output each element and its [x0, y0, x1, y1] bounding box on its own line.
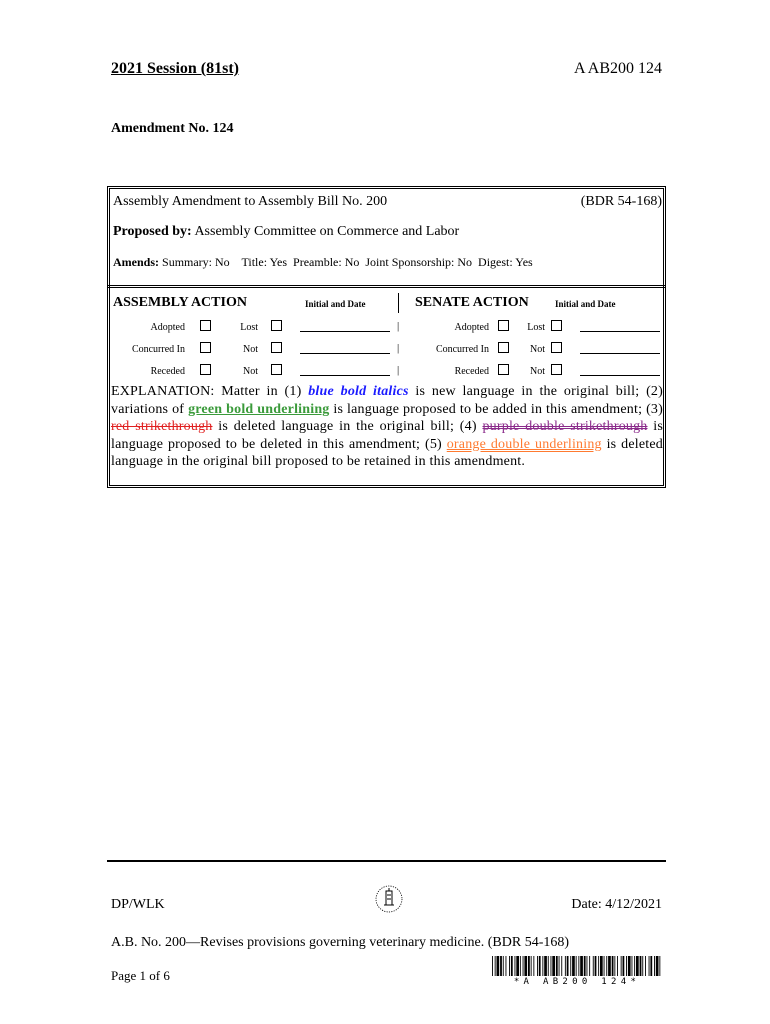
explanation-paragraph [111, 383, 663, 471]
assembly-not-receded-checkbox[interactable] [271, 364, 282, 375]
amends-label: Amends: [113, 255, 160, 269]
assembly-concurred-checkbox[interactable] [200, 342, 211, 353]
explanation-text: is language proposed to be added in this amendment; (3) [329, 401, 663, 417]
proposed-by [113, 224, 459, 240]
assembly-initial-date-label: Initial and Date [305, 299, 366, 309]
explanation-text: is deleted language in the original bill; (4) [212, 419, 483, 434]
drafter-initials: DP/WLK [111, 897, 165, 912]
amendment-box-title: Assembly Amendment to Assembly Bill No. 200 [113, 194, 388, 209]
senate-concurred-label: Concurred In [435, 344, 489, 355]
pipe: | [397, 342, 400, 354]
assembly-adopted-initial-line[interactable] [300, 331, 390, 332]
amends-value: Summary: No Title: Yes Preamble: No Joint Sponsorship: No Digest: Yes [162, 255, 533, 269]
blue-bold-italics-sample: blue bold italics [308, 384, 409, 399]
session-title: 2021 Session (81st) [111, 60, 240, 77]
state-seal-icon [374, 884, 404, 914]
bdr-number: (BDR 54-168) [580, 194, 662, 209]
assembly-lost-label: Lost [240, 322, 258, 333]
senate-adopted-checkbox[interactable] [498, 320, 509, 331]
senate-lost-label: Lost [527, 322, 545, 333]
amends-line [113, 255, 533, 270]
page-number: Page 1 of 6 [111, 968, 170, 983]
senate-adopted-initial-line[interactable] [580, 331, 660, 332]
amendment-number: Amendment No. 124 [111, 121, 234, 136]
action-separator [398, 293, 399, 313]
explanation-text: is language proposed to be deleted in this amendment; (5) [111, 419, 663, 452]
red-strikethrough-sample: red strikethrough [111, 419, 213, 434]
assembly-not-label: Not [243, 366, 258, 377]
proposed-by-label: Proposed by: [113, 224, 192, 239]
assembly-not-concurred-checkbox[interactable] [271, 342, 282, 353]
senate-adopted-label: Adopted [454, 322, 489, 333]
pipe: | [397, 320, 400, 332]
green-bold-underlining-sample: green bold underlining [188, 401, 330, 417]
senate-not-receded-checkbox[interactable] [551, 364, 562, 375]
senate-not-label: Not [530, 344, 545, 355]
assembly-concurred-label: Concurred In [131, 344, 185, 355]
orange-double-underlining-sample: orange double underlining [446, 436, 602, 452]
proposed-by-value: Assembly Committee on Commerce and Labor [194, 224, 460, 239]
document-id: A AB200 124 [573, 60, 662, 77]
senate-not-concurred-checkbox[interactable] [551, 342, 562, 353]
pipe: | [397, 364, 400, 376]
assembly-not-label: Not [243, 344, 258, 355]
senate-action-title: SENATE ACTION [415, 295, 529, 310]
action-divider [107, 285, 666, 288]
senate-receded-label: Receded [454, 366, 489, 377]
amendment-date: Date: 4/12/2021 [571, 897, 662, 912]
senate-receded-checkbox[interactable] [498, 364, 509, 375]
explanation-text: EXPLANATION: Matter in (1) [111, 384, 309, 399]
assembly-action-title: ASSEMBLY ACTION [113, 295, 247, 310]
barcode-text: *A AB200 124* [513, 977, 641, 987]
assembly-concurred-initial-line[interactable] [300, 353, 390, 354]
bill-summary: A.B. No. 200—Revises provisions governing veterinary medicine. (BDR 54-168) [111, 935, 570, 950]
assembly-receded-checkbox[interactable] [200, 364, 211, 375]
senate-initial-date-label: Initial and Date [555, 299, 616, 309]
explanation-text: is new language in the original bill; (2) variations of [111, 384, 663, 417]
senate-receded-initial-line[interactable] [580, 375, 660, 376]
assembly-adopted-label: Adopted [150, 322, 185, 333]
assembly-receded-label: Receded [150, 366, 185, 377]
assembly-receded-initial-line[interactable] [300, 375, 390, 376]
senate-concurred-initial-line[interactable] [580, 353, 660, 354]
footer-rule [107, 860, 666, 862]
senate-not-label: Not [530, 366, 545, 377]
assembly-adopted-checkbox[interactable] [200, 320, 211, 331]
barcode-icon [492, 956, 662, 976]
purple-double-strikethrough-sample: purple double strikethrough [482, 419, 648, 434]
senate-lost-checkbox[interactable] [551, 320, 562, 331]
assembly-lost-checkbox[interactable] [271, 320, 282, 331]
senate-concurred-checkbox[interactable] [498, 342, 509, 353]
explanation-text: is deleted language in the original bill proposed to be retained in this amendment. [111, 436, 663, 469]
